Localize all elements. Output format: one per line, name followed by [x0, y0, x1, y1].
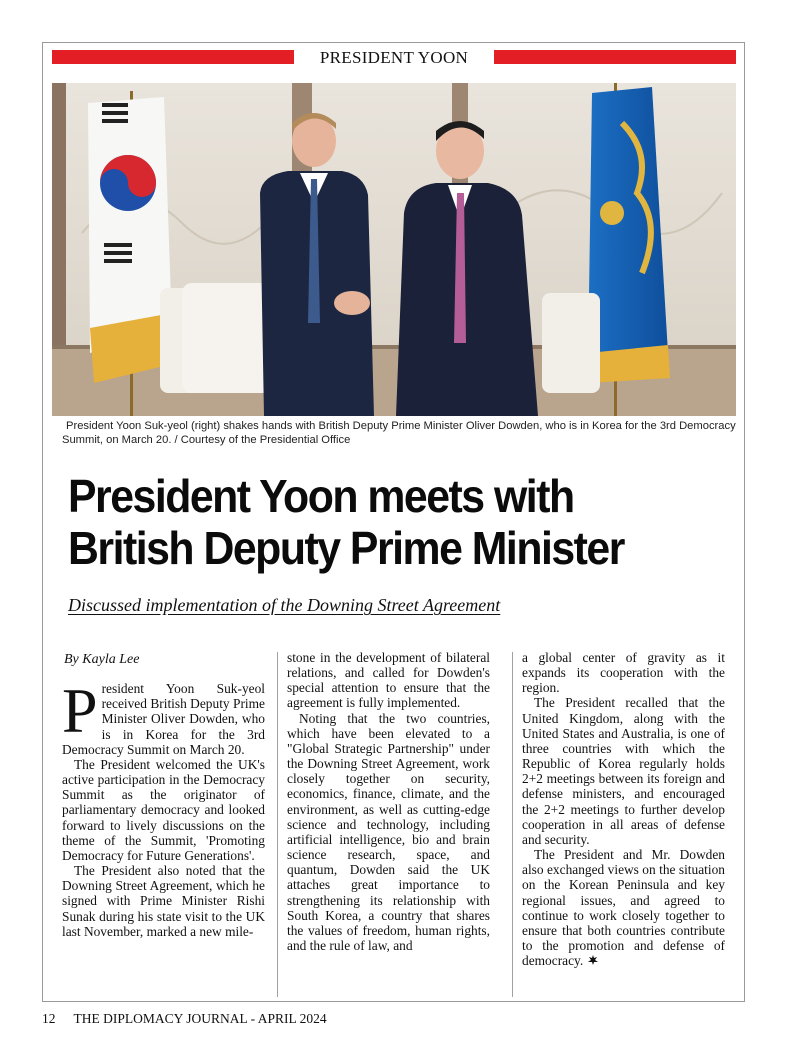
publication-name: THE DIPLOMACY JOURNAL - APRIL 2024	[73, 1011, 327, 1026]
section-bar-left	[52, 50, 294, 64]
photo-caption: President Yoon Suk-yeol (right) shakes hands with British Deputy Prime Minister Oliver Dowden, who is in Korea for the 3rd Democracy Summit, on March 20. / Courtesy of the Presidential Office	[62, 420, 736, 446]
drop-cap: P	[62, 675, 98, 747]
article-photo	[52, 83, 736, 416]
paragraph: The President also noted that the Downing Street Agreement, which he signed with Prime Minister Rishi Sunak during his state visit to the UK last November, marked a new mile-	[62, 863, 265, 939]
page-footer	[42, 1011, 327, 1027]
paragraph	[522, 847, 725, 968]
photo-illustration	[52, 83, 736, 416]
paragraph: a global center of gravity as it expands its cooperation with the region.	[522, 650, 725, 696]
end-mark-icon	[587, 954, 599, 966]
paragraph: Noting that the two countries, which have been elevated to a "Global Strategic Partnership" under the Downing Street Agreement, work closely together on security, economics, finance, climate, and the environment, as well as cutting-edge science and technology, including artificial intelligence, bio and brain science research, space, and quantum, Dowden said the UK attaches great importance to strengthening its relationship with South Korea, a country that shares the values of freedom, human rights, and the rule of law, and	[287, 710, 490, 953]
paragraph	[62, 675, 265, 757]
article-column-1	[62, 650, 265, 939]
byline: By Kayla Lee	[64, 652, 140, 667]
headline-line-2: British Deputy Prime Minister	[68, 522, 624, 574]
page-number: 12	[42, 1011, 56, 1026]
paragraph-text: resident Yoon Suk-yeol received British Deputy Prime Minister Oliver Dowden, who is in Korea for the 3rd Democracy Summit on March 20.	[62, 681, 265, 757]
paragraph: The President welcomed the UK's active participation in the Democracy Summit as the originator of parliamentary democracy and looked forward to lively discussions on the theme of the Summit, 'Promoting Democracy for Future Generations'.	[62, 756, 265, 863]
paragraph-text: The President and Mr. Dowden also exchanged views on the situation on the Korean Peninsula and key regional issues, and agreed to continue to work closely together to ensure that both countries contribute to the promotion and defense of democracy.	[522, 847, 725, 969]
subheadline: Discussed implementation of the Downing Street Agreement	[68, 595, 501, 615]
paragraph: The President recalled that the United Kingdom, along with the United States and Australia, is one of three countries with which the Republic of Korea regularly holds 2+2 meetings between its foreign and defense ministers, and encouraged the 2+2 meetings to further develop cooperation in all areas of defense and security.	[522, 695, 725, 847]
headline	[68, 470, 700, 574]
article-column-2	[287, 650, 490, 953]
article-column-3	[522, 650, 725, 968]
column-divider	[512, 652, 513, 997]
column-divider	[277, 652, 278, 997]
section-label: PRESIDENT YOON	[319, 48, 469, 67]
headline-line-1: President Yoon meets with	[68, 470, 574, 522]
paragraph: stone in the development of bilateral relations, and called for Dowden's special attention to ensure that the agreement is fully implemented.	[287, 650, 490, 711]
section-bar-right	[494, 50, 736, 64]
